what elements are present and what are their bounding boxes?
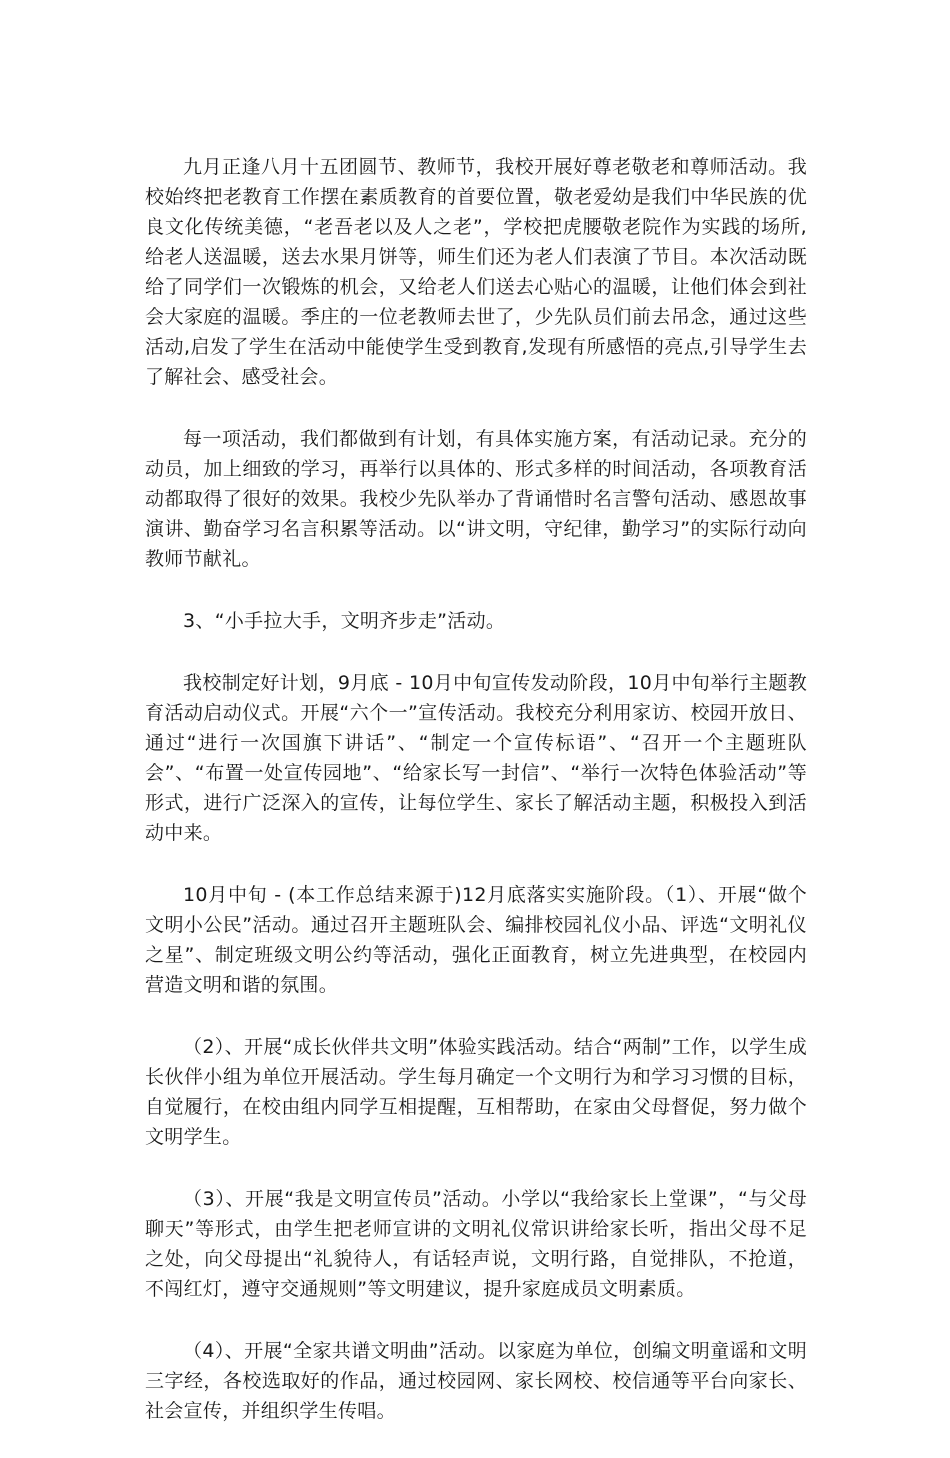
paragraph-7: （3）、开展“我是文明宣传员”活动。小学以“我给家长上堂课”，“与父母聊天”等形式，由学生把老师宣讲的文明礼仪常识讲给家长听，指出父母不足之处，向父母提出“礼貌待人，有话轻声说，文明行路，自觉排队，不抢道，不闯红灯，遵守交通规则”等文明建议，提升家庭成员文明素质。: [145, 1188, 807, 1300]
paragraph-6: （2）、开展“成长伙伴共文明”体验实践活动。结合“两制”工作，以学生成长伙伴小组为单位开展活动。学生每月确定一个文明行为和学习习惯的目标，自觉履行，在校由组内同学互相提醒，互相帮助，在家由父母督促，努力做个文明学生。: [145, 1036, 807, 1148]
document-page: [145, 152, 807, 1458]
paragraph-2: 每一项活动，我们都做到有计划，有具体实施方案，有活动记录。充分的动员，加上细致的学习，再举行以具体的、形式多样的时间活动，各项教育活动都取得了很好的效果。我校少先队举办了背诵惜时名言警句活动、感恩故事演讲、勤奋学习名言积累等活动。以“讲文明，守纪律，勤学习”的实际行动向教师节献礼。: [145, 428, 807, 570]
paragraph-1: 九月正逢八月十五团圆节、教师节，我校开展好尊老敬老和尊师活动。我校始终把老教育工作摆在素质教育的首要位置，敬老爱幼是我们中华民族的优良文化传统美德，“老吾老以及人之老”，学校把虎腰敬老院作为实践的场所,给老人送温暖，送去水果月饼等，师生们还为老人们表演了节目。本次活动既给了同学们一次锻炼的机会，又给老人们送去心贴心的温暖，让他们体会到社会大家庭的温暖。季庄的一位老教师去世了，少先队员们前去吊念，通过这些活动,启发了学生在活动中能使学生受到教育,发现有所感悟的亮点,引导学生去了解社会、感受社会。: [145, 156, 807, 388]
paragraph-4: 我校制定好计划，9月底 - 10月中旬宣传发动阶段，10月中旬举行主题教育活动启动仪式。开展“六个一”宣传活动。我校充分利用家访、校园开放日、通过“进行一次国旗下讲话”、“制定一个宣传标语”、“召开一个主题班队会”、“布置一处宣传园地”、“给家长写一封信”、“举行一次特色体验活动”等形式，进行广泛深入的宣传，让每位学生、家长了解活动主题，积极投入到活动中来。: [145, 672, 807, 844]
section-heading-3: 3、“小手拉大手，文明齐步走”活动。: [183, 610, 506, 632]
paragraph-8: （4）、开展“全家共谱文明曲”活动。以家庭为单位，创编文明童谣和文明三字经，各校选取好的作品，通过校园网、家长网校、校信通等平台向家长、社会宣传，并组织学生传唱。: [145, 1340, 807, 1422]
paragraph-5: 10月中旬 - (本工作总结来源于)12月底落实实施阶段。（1）、开展“做个文明小公民”活动。通过召开主题班队会、编排校园礼仪小品、评选“文明礼仪之星”、制定班级文明公约等活动，强化正面教育，树立先进典型，在校园内营造文明和谐的氛围。: [145, 884, 807, 996]
